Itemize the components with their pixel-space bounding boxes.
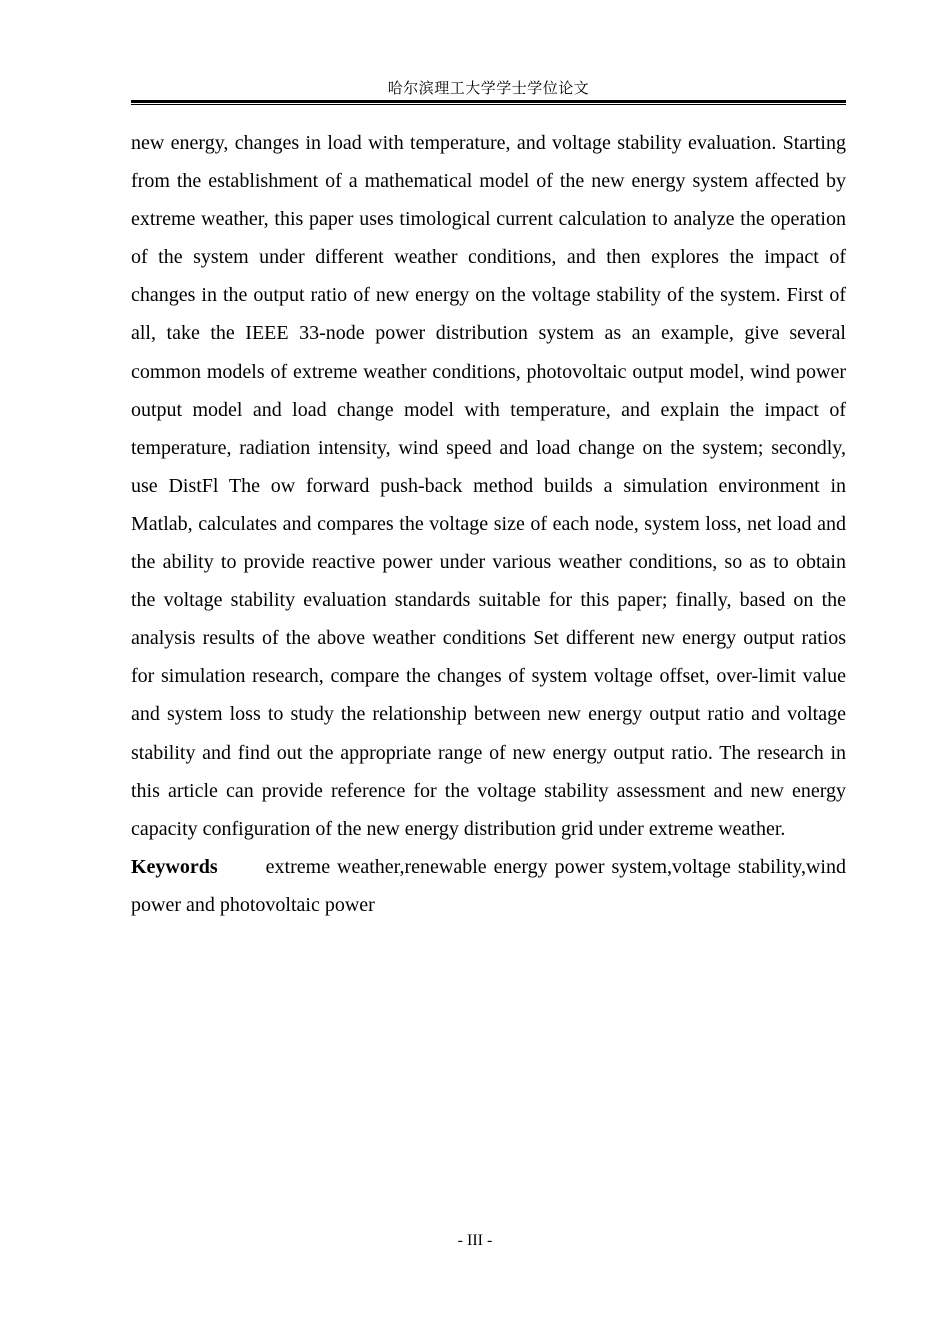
abstract-body — [131, 124, 846, 924]
keywords-text: extreme weather,renewable energy power system,voltage stability,wind power and photovoltaic power — [131, 855, 846, 916]
keywords-label: Keywords — [131, 855, 218, 878]
header-rule-thick — [131, 100, 846, 103]
page-header-title: 哈尔滨理工大学学士学位论文 — [387, 79, 590, 97]
keywords-paragraph — [131, 848, 846, 924]
header-rule-thin — [131, 104, 846, 105]
abstract-paragraph: new energy, changes in load with temperature, and voltage stability evaluation. Starting from the establishment of a mathematical model of the new energy system affected by extreme weather, this paper uses timological current calculation to analyze the operation of the system under different weather conditions, and then explores the impact of changes in the output ratio of new energy on the voltage stability of the system. First of all, take the IEEE 33-node power distribution system as an example, give several common models of extreme weather conditions, photovoltaic output model, wind power output model and load change model with temperature, and explain the impact of temperature, radiation intensity, wind speed and load change on the system; secondly, use DistFl The ow forward push-back method builds a simulation environment in Matlab, calculates and compares the voltage size of each node, system loss, net load and the ability to provide reactive power under various weather conditions, so as to obtain the voltage stability evaluation standards suitable for this paper; finally, based on the analysis results of the above weather conditions Set different new energy output ratios for simulation research, compare the changes of system voltage offset, over-limit value and system loss to study the relationship between new energy output ratio and voltage stability and find out the appropriate range of new energy output ratio. The research in this article can provide reference for the voltage stability assessment and new energy capacity configuration of the new energy distribution grid under extreme weather. — [131, 132, 846, 840]
page-number: - III - — [457, 1232, 493, 1249]
